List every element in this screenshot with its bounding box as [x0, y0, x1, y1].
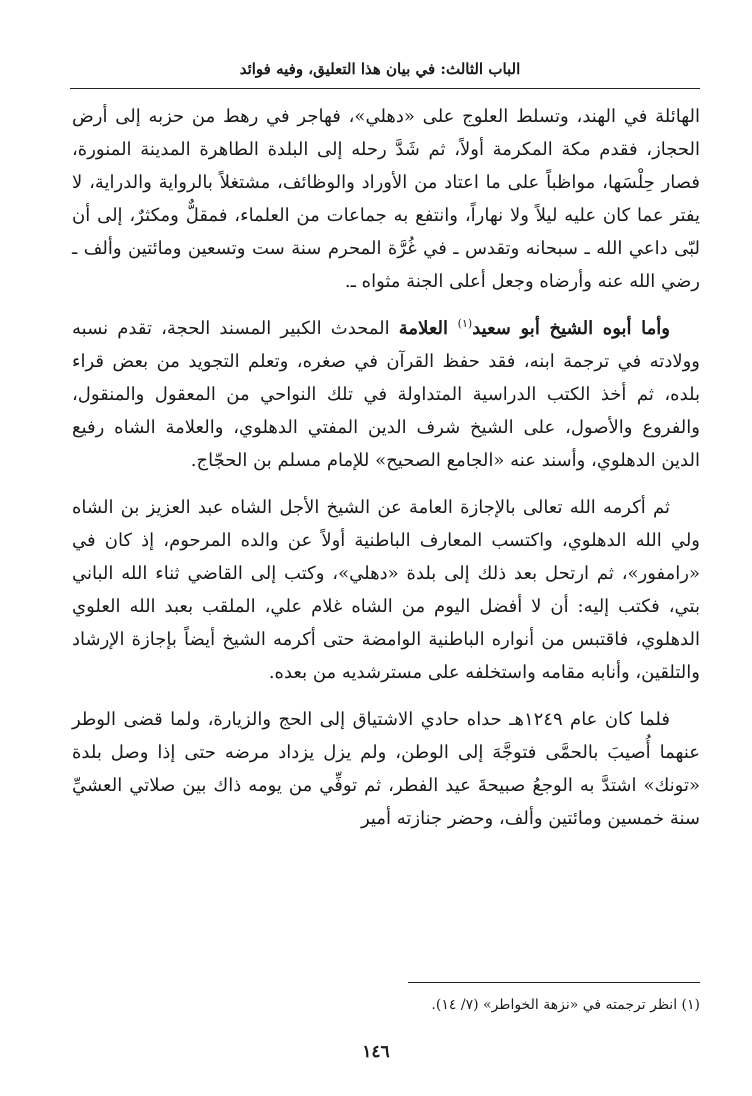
- footnote-divider: [408, 982, 700, 983]
- footnote-marker: (١): [457, 317, 473, 330]
- paragraph-4: فلما كان عام ١٢٤٩هـ حداه حادي الاشتياق إلى الحج والزيارة، ولما قضى الوطر عنهما أُصيبَ بالحمَّى فتوجَّهَ إلى الوطن، ولم يزل يزداد مرضه حتى إذا وصل بلدة «تونك» اشتدَّ به الوجعُ صبيحةَ عيد الفطر، ثم توفِّي من يومه ذاك بين صلاتي العشيِّ سنة خمسين ومائتين وألف، وحضر جنازته أمير: [72, 709, 700, 829]
- paragraph-3: ثم أكرمه الله تعالى بالإجازة العامة عن الشيخ الأجل الشاه عبد العزيز بن الشاه ولي الله الدهلوي، واكتسب المعارف الباطنية أولاً عن والده المرحوم، إذ كان في «رامفور»، ثم ارتحل بعد ذلك إلى بلدة «دهلي»، وكتب إلى القاضي ثناء الله الباني بتي، فكتب إليه: أن لا أفضل اليوم من الشاه غلام علي، الملقب بعبد الله العلوي الدهلوي، فاقتبس من أنواره الباطنية الوامضة حتى أكرمه الشيخ أيضاً بإجازة الإرشاد والتلقين، وأنابه مقامه واستخلفه على مسترشديه من بعده.: [72, 497, 700, 683]
- paragraph-2-title: العلامة: [398, 318, 458, 339]
- paragraph-2: [72, 312, 700, 477]
- running-header: الباب الثالث: في بيان هذا التعليق، وفيه فوائد: [239, 60, 521, 78]
- paragraph-2-body: المحدث الكبير المسند الحجة، تقدم نسبه وولادته في ترجمة ابنه، فقد حفظ القرآن في صغره، وتعلم التجويد من بعض قراء بلده، ثم أخذ الكتب الدراسية المتداولة في تلك النواحي من المعقول والمنقول، والفروع والأصول، على الشيخ شرف الدين المفتي الدهلوي، والعلامة الشاه رفيع الدين الدهلوي، وأسند عنه «الجامع الصحيح» للإمام مسلم بن الحجّاج.: [72, 318, 700, 471]
- header-divider: [70, 88, 700, 89]
- main-text: [72, 100, 700, 835]
- page-number: ١٤٦: [362, 1042, 390, 1062]
- footnote: (١) انظر ترجمته في «نزهة الخواطر» (٧/ ١٤).: [431, 997, 700, 1013]
- paragraph-1: الهائلة في الهند، وتسلط العلوج على «دهلي»، فهاجر في رهط من حزبه إلى أرض الحجاز، فقدم مكة المكرمة أولاً، ثم شَدَّ رحله إلى البلدة الطاهرة المدينة المنورة، فصار حِلْسَها، مواظباً على ما اعتاد من الأوراد والوظائف، مشتغلاً بالرواية والدراية، لا يفتر عما كان عليه ليلاً ولا نهاراً، وانتفع به جماعات من العلماء، فمقلٌّ ومكثرٌ، إلى أن لبّى داعي الله ـ سبحانه وتقدس ـ في غُرَّة المحرم سنة ست وتسعين ومائتين وألف ـ رضي الله عنه وأرضاه وجعل أعلى الجنة مثواه ـ.: [72, 106, 700, 292]
- paragraph-2-lead: وأما أبوه الشيخ أبو سعيد: [472, 318, 670, 339]
